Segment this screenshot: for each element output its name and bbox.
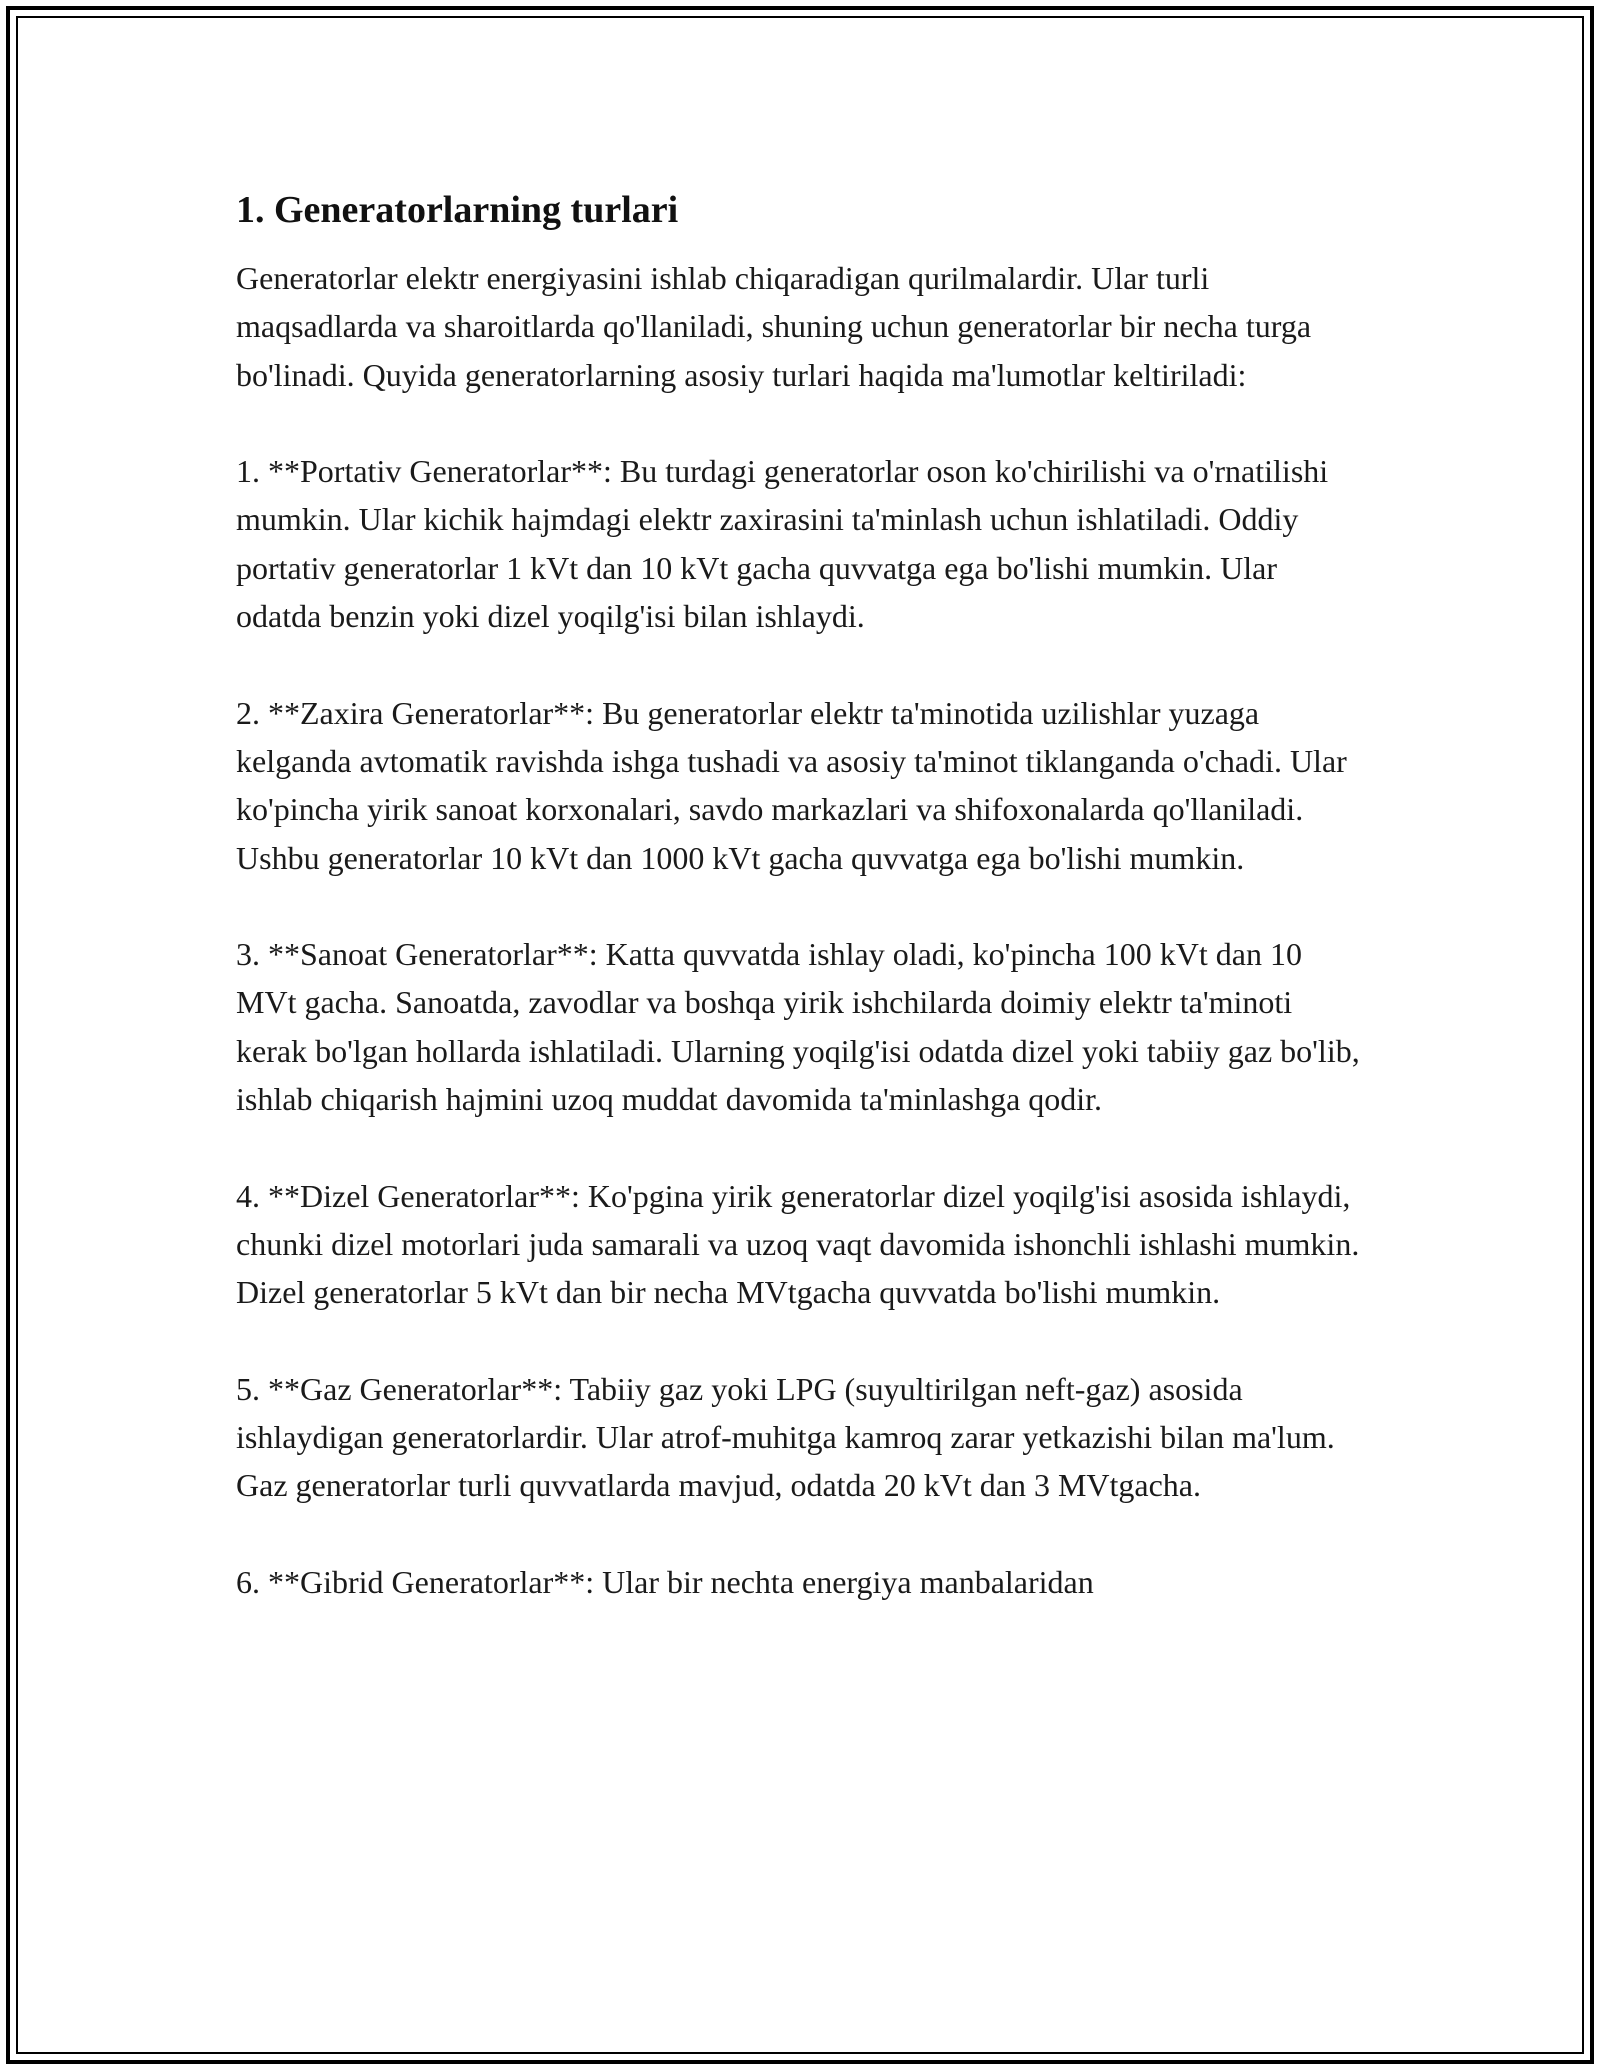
list-item-diesel-generators: 4. **Dizel Generatorlar**: Ko'pgina yirik generatorlar dizel yoqilg'isi asosida ishlaydi, chunki dizel motorlari juda samarali va uzoq vaqt davomida ishonchli ishlashi mumkin. Dizel generatorlar 5 kVt dan bir necha MVtgacha quvvatda bo'lishi mumkin. [236, 1177, 1360, 1311]
section-heading: 1. Generatorlarning turlari [236, 189, 679, 231]
document-body [236, 186, 1366, 1655]
list-item-gas-generators: 5. **Gaz Generatorlar**: Tabiiy gaz yoki LPG (suyultirilgan neft-gaz) asosida ishlaydigan generatorlardir. Ular atrof-muhitga kamroq zarar yetkazishi bilan ma'lum. Gaz generatorlar turli quvvatlarda mavjud, odatda 20 kVt dan 3 MVtgacha. [236, 1370, 1335, 1504]
list-item-hybrid-generators: 6. **Gibrid Generatorlar**: Ular bir nechta energiya manbalaridan [236, 1564, 1094, 1601]
list-item-industrial-generators: 3. **Sanoat Generatorlar**: Katta quvvatda ishlay oladi, ko'pincha 100 kVt dan 10 MVt gacha. Sanoatda, zavodlar va boshqa yirik ishchilarda doimiy elektr ta'minoti kerak bo'lgan hollarda ishlatiladi. Ularning yoqilg'isi odatda dizel yoki tabiiy gaz bo'lib, ishlab chiqarish hajmini uzoq muddat davomida ta'minlashga qodir. [236, 936, 1360, 1118]
list-item-standby-generators: 2. **Zaxira Generatorlar**: Bu generatorlar elektr ta'minotida uzilishlar yuzaga kelganda avtomatik ravishda ishga tushadi va asosiy ta'minot tiklanganda o'chadi. Ular ko'pincha yirik sanoat korxonalari, savdo markazlari va shifoxonalarda qo'llaniladi. Ushbu generatorlar 10 kVt dan 1000 kVt gacha quvvatga ega bo'lishi mumkin. [236, 694, 1347, 876]
intro-paragraph: Generatorlar elektr energiyasini ishlab chiqaradigan qurilmalardir. Ular turli maqsadlarda va sharoitlarda qo'llaniladi, shuning uchun generatorlar bir necha turga bo'linadi. Quyida generatorlarning asosiy turlari haqida ma'lumotlar keltiriladi: [236, 260, 1312, 393]
list-item-portable-generators: 1. **Portativ Generatorlar**: Bu turdagi generatorlar oson ko'chirilishi va o'rnatilishi mumkin. Ular kichik hajmdagi elektr zaxirasini ta'minlash uchun ishlatiladi. Oddiy portativ generatorlar 1 kVt dan 10 kVt gacha quvvatga ega bo'lishi mumkin. Ular odatda benzin yoki dizel yoqilg'isi bilan ishlaydi. [236, 453, 1329, 635]
